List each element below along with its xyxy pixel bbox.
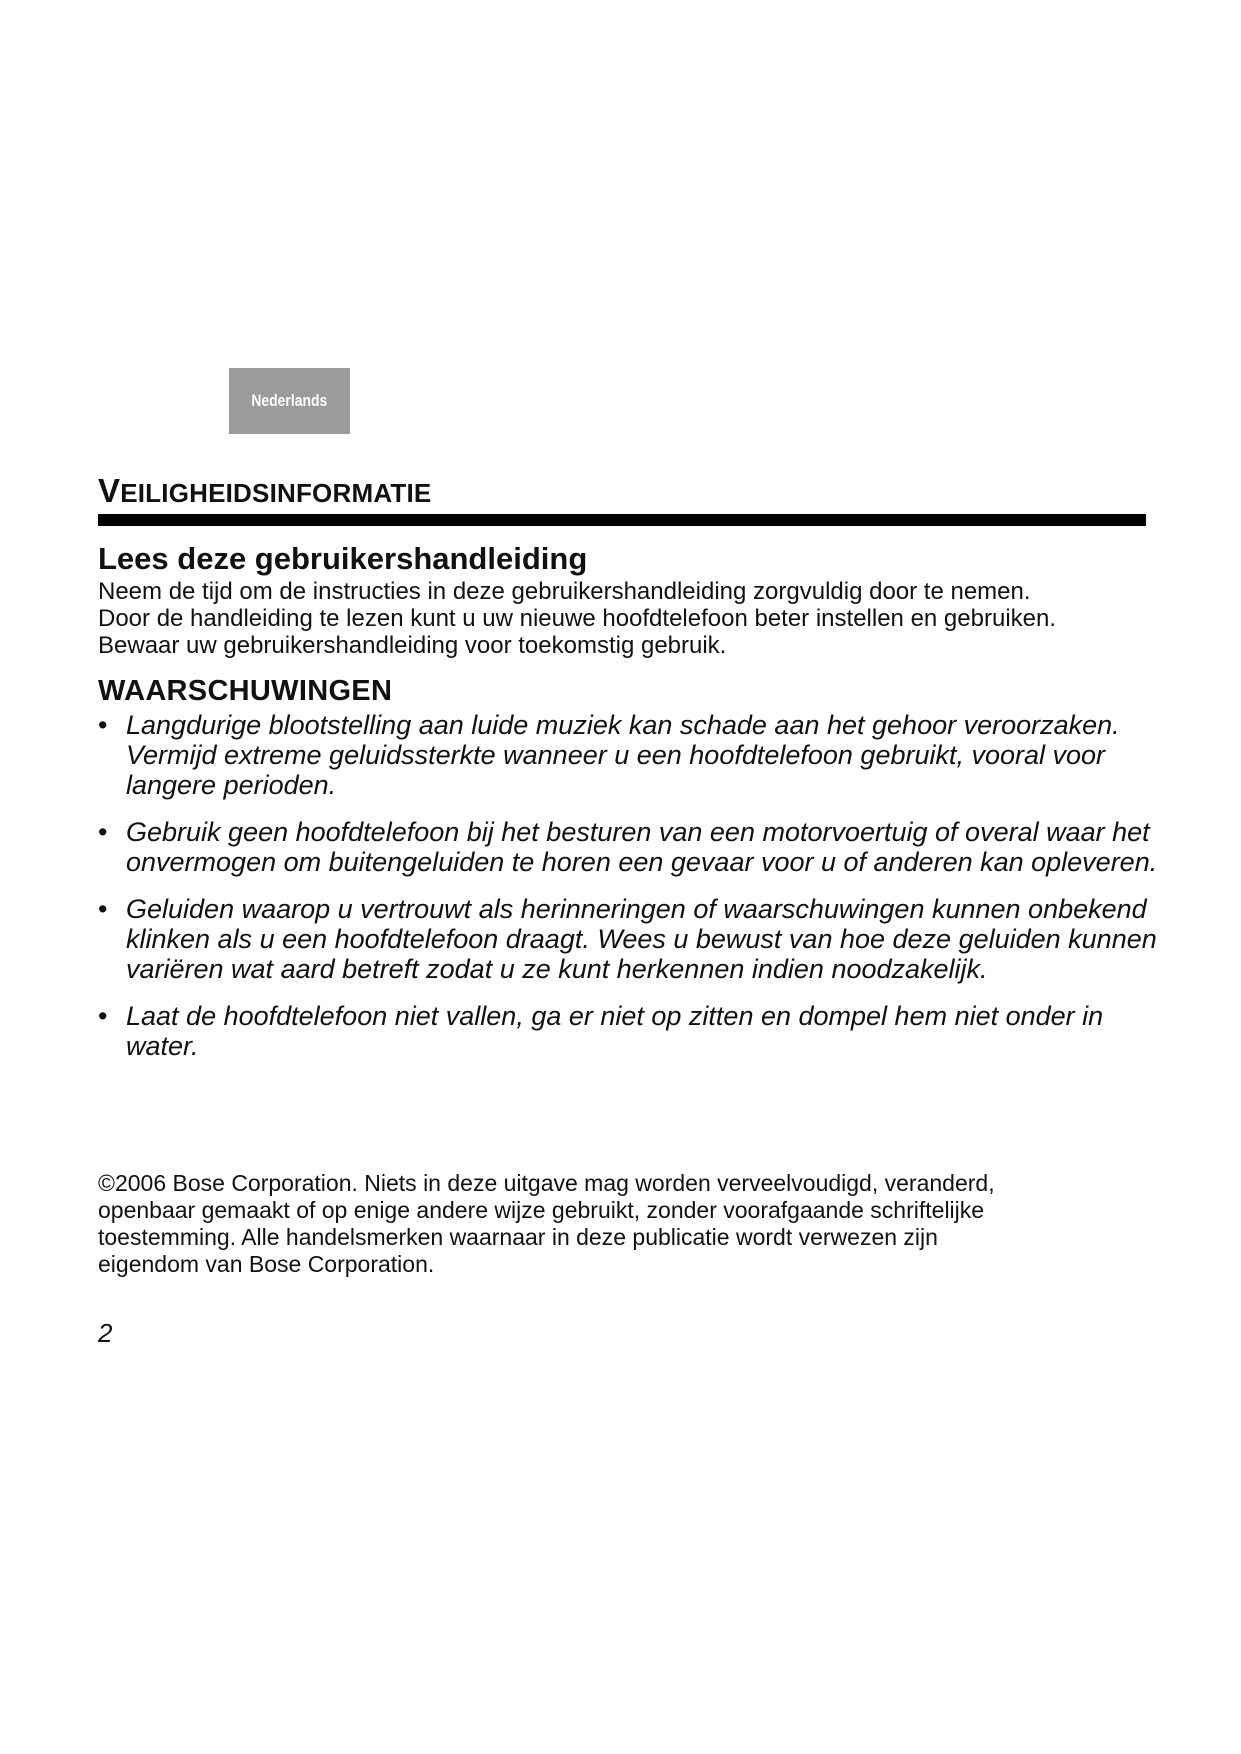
copyright-line: openbaar gemaakt of op enige andere wijze gebruikt, zonder voorafgaande schriftelijke [98,1197,985,1223]
warnings-list [98,710,1158,1078]
read-manual-heading: Lees deze gebruikershandleiding [98,541,588,576]
copyright-notice [98,1170,1158,1278]
warning-item [98,894,1158,984]
warning-item [98,817,1158,877]
section-title-rest: EILIGHEIDSINFORMATIE [120,478,432,508]
section-rule [98,514,1146,526]
warning-text: Gebruik geen hoofdtelefoon bij het besturen van een motorvoertuig of overal waar het onvermogen om buitengeluiden te horen een gevaar voor u of anderen kan opleveren. [126,817,1158,877]
read-manual-line: Neem de tijd om de instructies in deze gebruikershandleiding zorgvuldig door te nemen. [98,578,1031,605]
warning-text: Geluiden waarop u vertrouwt als herinneringen of waarschuwingen kunnen onbekend klinken als u een hoofdtelefoon draagt. Wees u bewust van hoe deze geluiden kunnen variëren wat aard betreft zodat u ze kunt herkennen indien noodzakelijk. [126,894,1157,984]
read-manual-text [98,578,1158,659]
copyright-line: ©2006 Bose Corporation. Niets in deze uitgave mag worden verveelvoudigd, veranderd, [98,1170,995,1196]
bullet: • [98,817,108,847]
warning-text: Langdurige blootstelling aan luide muziek kan schade aan het gehoor veroorzaken. Vermijd extreme geluidssterkte wanneer u een hoofdtelefoon gebruikt, vooral voor langere perioden. [126,710,1120,800]
section-title-initial: V [98,472,121,509]
copyright-line: toestemming. Alle handelsmerken waarnaar in deze publicatie wordt verwezen zijn [98,1224,938,1250]
warning-text: Laat de hoofdtelefoon niet vallen, ga er niet op zitten en dompel hem niet onder in water. [126,1001,1104,1061]
language-tab [229,368,350,434]
warnings-heading: WAARSCHUWINGEN [98,675,393,707]
page-number: 2 [98,1318,113,1348]
read-manual-line: Door de handleiding te lezen kunt u uw nieuwe hoofdtelefoon beter instellen en gebruiken. [98,605,1057,632]
warning-item [98,710,1158,800]
read-manual-line: Bewaar uw gebruikershandleiding voor toekomstig gebruik. [98,632,727,659]
bullet: • [98,894,108,924]
bullet: • [98,710,108,740]
bullet: • [98,1001,108,1031]
warning-item [98,1001,1158,1061]
section-title [98,472,431,512]
copyright-line: eigendom van Bose Corporation. [98,1251,435,1277]
language-tab-label: Nederlands [251,391,328,410]
